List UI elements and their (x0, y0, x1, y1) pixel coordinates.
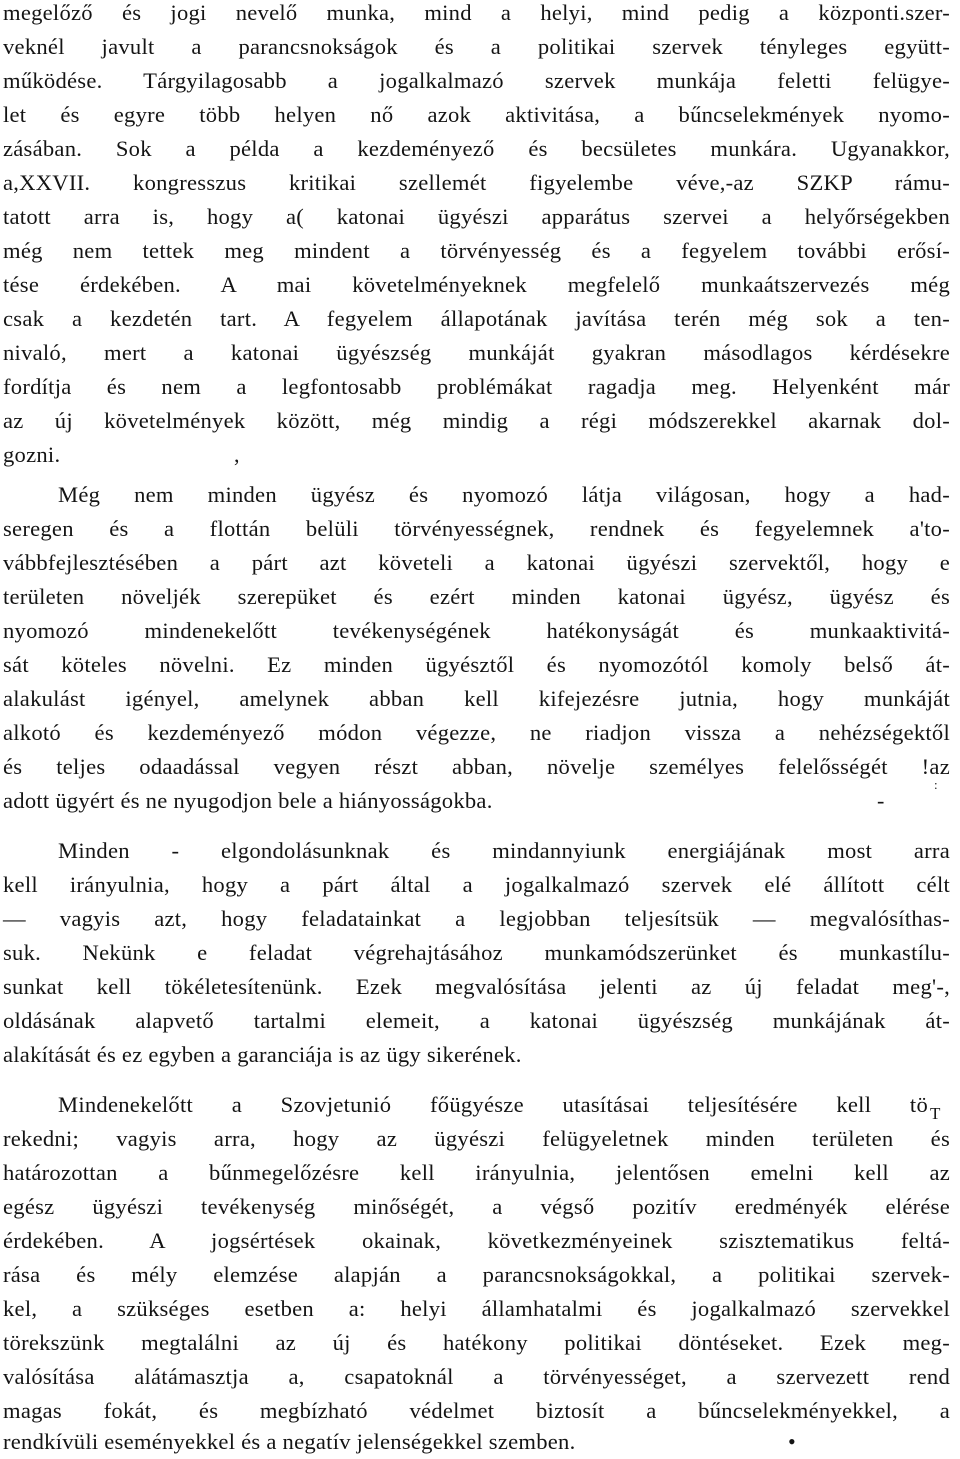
stray-colon: : (934, 777, 938, 792)
stray-dash: - (877, 788, 885, 813)
text-line: tése érdekében. A mai követelményeknek megfelelő munkaátszervezés még (3, 272, 950, 297)
text-line: — vagyis azt, hogy feladatainkat a legjobban teljesítsük — megvalósíthas- (3, 906, 950, 931)
text-line: sunkat kell tökéletesítenünk. Ezek megvalósítása jelenti az új feladat meg'-, (3, 974, 950, 999)
text-line: sát köteles növelni. Ez minden ügyésztől és nyomozótól komoly belső át- (3, 652, 950, 677)
text-line: seregen és a flottán belüli törvényességnek, rendnek és fegyelemnek a'to- (3, 516, 950, 541)
text-line: még nem tettek meg mindent a törvényesség és a fegyelem további erősí- (3, 238, 950, 263)
text-line: rendkívüli eseményekkel és a negatív jelenségekkel szemben. (3, 1429, 576, 1454)
text-line: érdekében. A jogsértések okainak, következményeinek szisztematikus feltá- (3, 1228, 950, 1253)
text-line: az új követelmények között, még mindig a régi módszerekkel akarnak dol- (3, 408, 950, 433)
stray-comma: , (234, 442, 240, 467)
text-line: vábbfejlesztésében a párt azt követeli a katonai ügyészi szervektől, hogy e (3, 550, 950, 575)
text-line: törekszünk megtalálni az új és hatékony politikai döntéseket. Ezek meg- (3, 1330, 950, 1355)
text-line: Minden - elgondolásunknak és mindannyiunk energiájának most arra (58, 838, 950, 863)
text-line: valósítása alátámasztja a, csapatoknál a törvényességet, a szervezett rend (3, 1364, 950, 1389)
text-line: gozni. (3, 442, 61, 467)
text-line: csak a kezdetén tart. A fegyelem állapotának javítása terén még sok a ten- (3, 306, 950, 331)
text-line: oldásának alapvető tartalmi elemeit, a katonai ügyészség munkájának át- (3, 1008, 950, 1033)
text-line: adott ügyért és ne nyugodjon bele a hiányosságokba. (3, 788, 493, 813)
text-line: és teljes odaadással vegyen részt abban, növelje személyes felelősségét !az (3, 754, 950, 779)
text-line: határozottan a bűnmegelőzésre kell irányulnia, jelentősen emelni kell az (3, 1160, 950, 1185)
text-line: nivaló, mert a katonai ügyészség munkáját gyakran másodlagos kérdésekre (3, 340, 950, 365)
text-line: kell irányulnia, hogy a párt által a jogalkalmazó szervek elé állított célt (3, 872, 950, 897)
text-line: megelőző és jogi nevelő munka, mind a helyi, mind pedig a központi.szer- (3, 0, 950, 25)
text-line: Mindenekelőtt a Szovjetunió főügyésze utasításai teljesítésére kell tö (58, 1092, 928, 1117)
text-line: tatott arra is, hogy a( katonai ügyészi apparátus szervei a helyőrségekben (3, 204, 950, 229)
text-line: veknél javult a parancsnokságok és a politikai szervek tényleges együtt- (3, 34, 950, 59)
text-line: alakulást igényel, amelynek abban kell kifejezésre jutnia, hogy munkáját (3, 686, 950, 711)
text-line: nyomozó mindenekelőtt tevékenységének hatékonyságát és munkaaktivitá- (3, 618, 950, 643)
text-line: egész ügyészi tevékenység minőségét, a végső pozitív eredményék elérése (3, 1194, 950, 1219)
text-line: rása és mély elemzése alapján a parancsnokságokkal, a politikai szervek- (3, 1262, 950, 1287)
text-line: működése. Tárgyilagosabb a jogalkalmazó szervek munkája feletti felügye- (3, 68, 950, 93)
text-line: alkotó és kezdeményező módon végezze, ne riadjon vissza a nehézségektől (3, 720, 950, 745)
text-line: rekedni; vagyis arra, hogy az ügyészi felügyeletnek minden területen és (3, 1126, 950, 1151)
text-line: suk. Nekünk e feladat végrehajtásához munkamódszerünket és munkastílu- (3, 940, 950, 965)
text-line: a,XXVII. kongresszus kritikai szellemét figyelembe véve,-az SZKP rámu- (3, 170, 950, 195)
text-line: kel, a szükséges esetben a: helyi államhatalmi és jogalkalmazó szervekkel (3, 1296, 950, 1321)
text-line: területen növeljék szerepüket és ezért minden katonai ügyész, ügyész és (3, 584, 950, 609)
stray-subscript: T (930, 1104, 941, 1123)
text-line: zásában. Sok a példa a kezdeményező és becsületes munkára. Ugyanakkor, (3, 136, 950, 161)
text-line: Még nem minden ügyész és nyomozó látja világosan, hogy a had- (58, 482, 950, 507)
text-line: magas fokát, és megbízható védelmet biztosít a bűncselekményekkel, a (3, 1398, 950, 1423)
text-line: let és egyre több helyen nő azok aktivitása, a bűncselekmények nyomo- (3, 102, 950, 127)
text-line: fordítja és nem a legfontosabb problémákat ragadja meg. Helyenként már (3, 374, 950, 399)
stray-bullet: • (788, 1429, 796, 1454)
text-line: alakítását és ez egyben a garanciája is az ügy sikerének. (3, 1042, 522, 1067)
